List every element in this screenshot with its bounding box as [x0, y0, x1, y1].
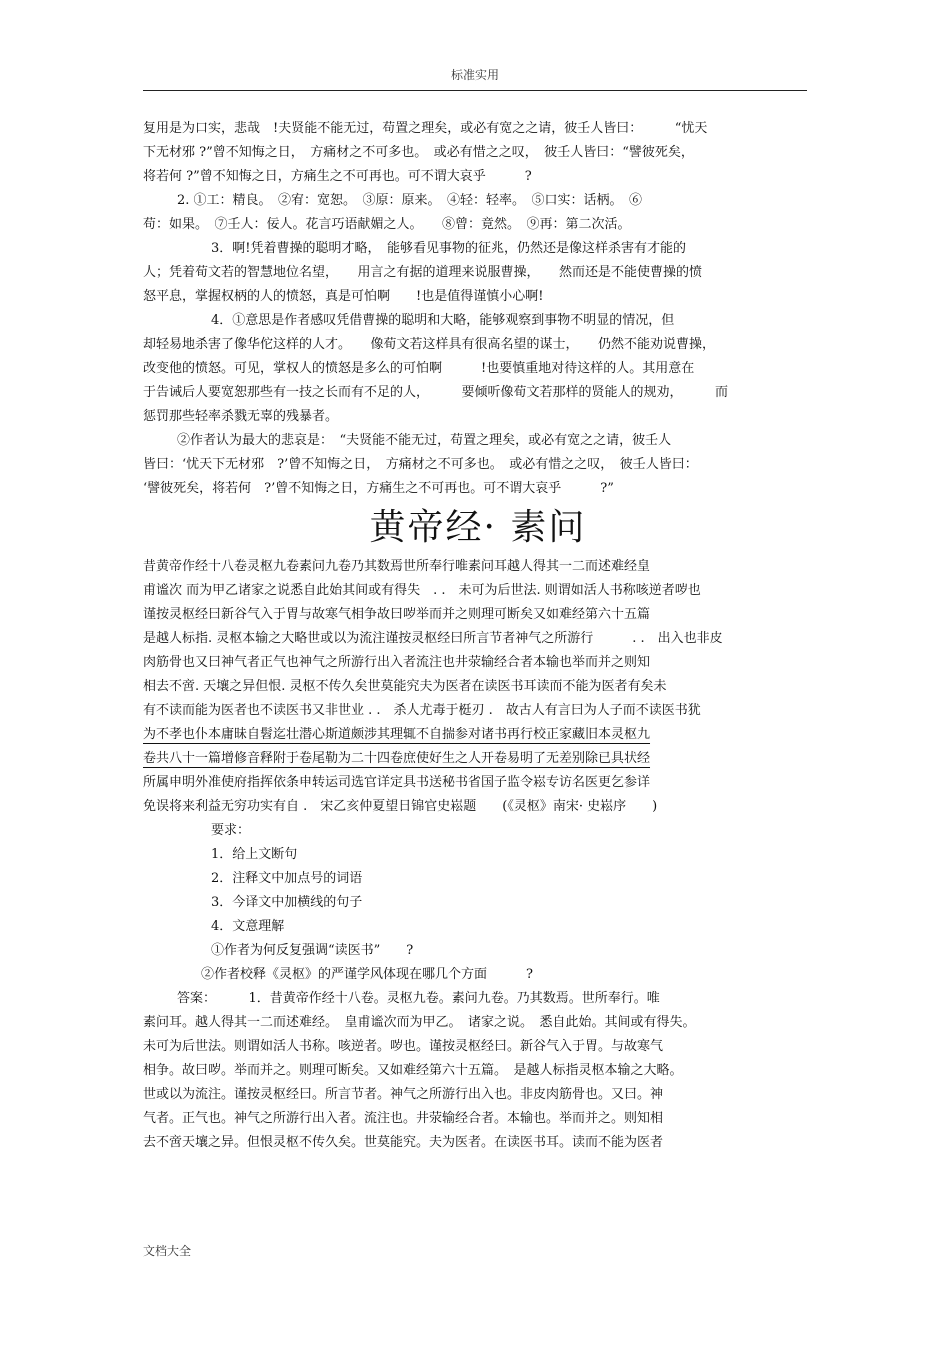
text-line: 去不啻天壤之异。但恨灵枢不传久矣。世莫能究。夫为医者。在读医书耳。读而不能为医者	[143, 1135, 664, 1150]
header-rule	[143, 90, 807, 91]
text-line: 于告诫后人要宽恕那些有一技之长而有不足的人， 要倾听像荀文若那样的贤能人的规劝， 而	[143, 385, 729, 400]
text-line: 4．文意理解	[211, 919, 285, 934]
text-line: 却轻易地杀害了像华佗这样的人才。 像荀文若这样具有很高名望的谋士， 仍然不能劝说曹操，	[143, 337, 716, 352]
text-line: 皆曰：‘忧天下无材邪 ?’曾不知悔之日， 方痛材之不可多也。 或必有惜之之叹， 彼壬人皆曰：	[143, 457, 698, 472]
text-line: 惩罚那些轻率杀戮无辜的残暴者。	[143, 409, 339, 424]
text-line: 答案： 1．昔黄帝作经十八卷。灵枢九卷。素问九卷。乃其数焉。世所奉行。唯	[177, 991, 660, 1006]
text-line: 要求：	[211, 823, 251, 838]
page-header: 标准实用	[450, 68, 499, 82]
text-line: 未可为后世法。则谓如活人书称。咳逆者。哕也。谨按灵枢经曰。新谷气入于胃。与故寒气	[143, 1039, 664, 1054]
text-line: 3．今译文中加横线的句子	[211, 895, 363, 910]
section-title: 黄帝经· 素问	[369, 507, 587, 548]
text-line: 为不孝也仆本庸昧自髫迄壮潜心斯道颇涉其理辄不自揣参对诸书再行校正家藏旧本灵枢九	[143, 727, 651, 742]
text-line: 相争。故曰哕。举而并之。则理可断矣。又如难经第六十五篇。 是越人标指灵枢本输之大略。	[143, 1063, 683, 1078]
text-line: ①作者为何反复强调“读医书” ?	[211, 943, 414, 958]
text-line: 1．给上文断句	[211, 847, 298, 862]
page-footer: 文档大全	[143, 1244, 192, 1258]
text-line: 有不读而能为医者也不读医书又非世业 . . 杀人尤毒于梃刃 . 故古人有言曰为人子而不读医书犹	[143, 703, 701, 718]
text-line: ‘譬彼死矣，将若何 ?’曾不知悔之日，方痛生之不可再也。可不谓大哀乎 ?”	[143, 481, 614, 496]
text-line: 昔黄帝作经十八卷灵枢九卷素问九卷乃其数焉世所奉行唯素问耳越人得其一二而述难经皇	[143, 559, 651, 574]
text-line: 谨按灵枢经曰新谷气入于胃与故寒气相争故曰哕举而并之则理可断矣又如难经第六十五篇	[143, 607, 651, 622]
text-line: 气者。正气也。神气之所游行出入者。流注也。井荥输经合者。本输也。举而并之。则知相	[143, 1111, 664, 1126]
text-line: 素问耳。越人得其一二而述难经。 皇甫谧次而为甲乙。 诸家之说。 悉自此始。其间或有得失。	[143, 1015, 696, 1030]
text-line: 将若何 ?”曾不知悔之日，方痛生之不可再也。可不谓大哀乎 ?	[143, 169, 532, 184]
text-line: 肉筋骨也又曰神气者正气也神气之所游行出入者流注也井荥输经合者本输也举而并之则知	[143, 655, 651, 670]
text-line: 3．啊!凭着曹操的聪明才略， 能够看见事物的征兆，仍然还是像这样杀害有才能的	[211, 241, 686, 256]
text-line: 复用是为口实，悲哉 !夫贤能不能无过，苟置之理矣，或必有宽之之请，彼壬人皆曰： “忧天	[143, 121, 708, 136]
text-line: 改变他的愤怒。可见，掌权人的愤怒是多么的可怕啊 !也要慎重地对待这样的人。其用意在	[143, 361, 695, 376]
text-line: 相去不啻. 天壤之异但恨. 灵枢不传久矣世莫能究夫为医者在读医书耳读而不能为医者有矣未	[143, 679, 667, 694]
text-line: 所属申明外准使府指挥依条申转运司选官详定具书送秘书省国子监令崧专访名医更乞参详	[143, 775, 651, 790]
text-line: ②作者认为最大的悲哀是： “夫贤能不能无过，苟置之理矣，或必有宽之之请，彼壬人	[177, 433, 672, 448]
document-body	[143, 117, 813, 1155]
text-line: 是越人标指. 灵枢本输之大略世或以为流注谨按灵枢经曰所言节者神气之所游行 . . 出入也非皮	[143, 631, 723, 646]
text-line: 2. ①工：精良。 ②宥：宽恕。 ③原：原来。 ④轻：轻率。 ⑤口实：话柄。 ⑥	[177, 193, 643, 208]
text-line: 卷共八十一篇增修音释附于卷尾勒为二十四卷庶使好生之人开卷易明了无差别除已具状经	[143, 751, 651, 766]
text-line: 苟：如果。 ⑦壬人：佞人。花言巧语献媚之人。 ⑧曾：竟然。 ⑨再：第二次活。	[143, 217, 631, 232]
text-line: 人；凭着荀文若的智慧地位名望， 用言之有据的道理来说服曹操， 然而还是不能使曹操的愤	[143, 265, 703, 280]
text-line: 甫谧次 而为甲乙诸家之说悉自此始其间或有得失 . . 未可为后世法. 则谓如活人书称咳逆者哕也	[143, 583, 701, 598]
text-line: 2．注释文中加点号的词语	[211, 871, 363, 886]
text-line: 4．①意思是作者感叹凭借曹操的聪明和大略，能够观察到事物不明显的情况，但	[211, 313, 675, 328]
text-line: 免误将来利益无穷功实有自 . 宋乙亥仲夏望日锦官史崧题 (《灵枢》南宋· 史崧序 )	[143, 799, 658, 814]
text-line: 世或以为流注。谨按灵枢经曰。所言节者。神气之所游行出入也。非皮肉筋骨也。又曰。神	[143, 1087, 664, 1102]
text-line: 下无材邪 ?”曾不知悔之日， 方痛材之不可多也。 或必有惜之之叹， 彼壬人皆曰：“譬彼死矣，	[143, 145, 694, 160]
text-line: 怒平息，掌握权柄的人的愤怒，真是可怕啊 !也是值得谨慎小心啊!	[143, 289, 544, 304]
text-line: ②作者校释《灵枢》的严谨学风体现在哪几个方面 ?	[201, 967, 533, 982]
